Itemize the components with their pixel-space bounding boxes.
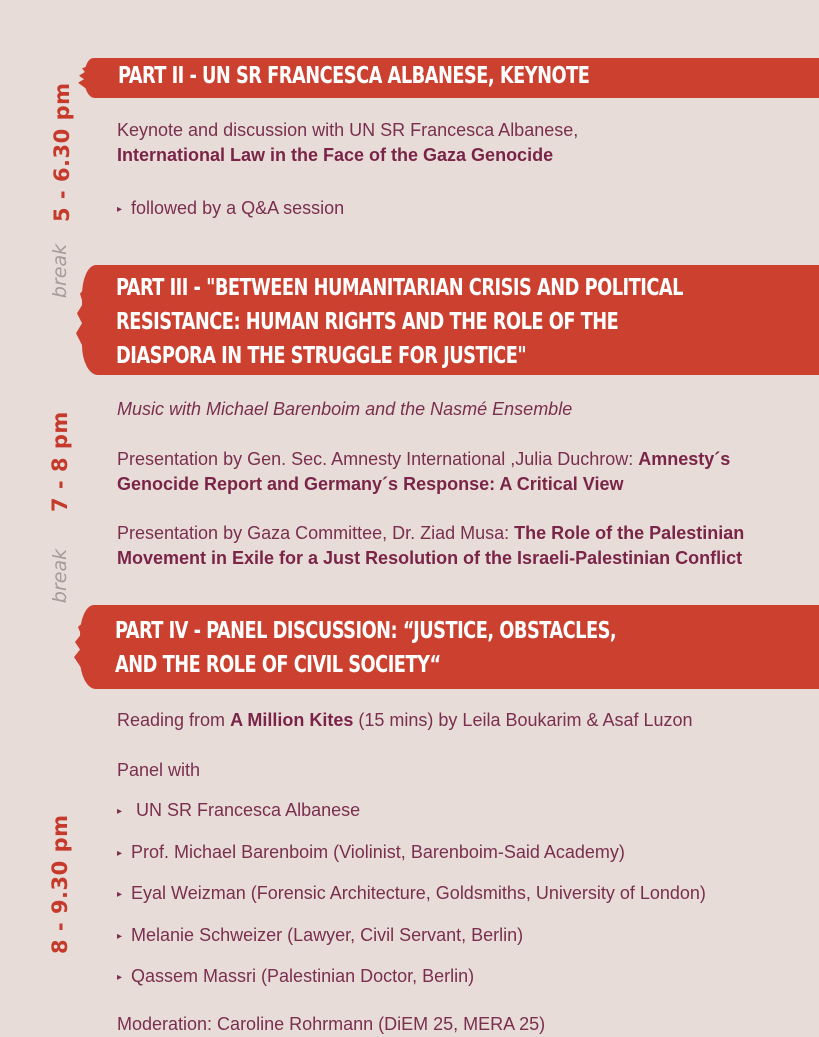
- bullet-triangle-icon: ▸: [117, 930, 123, 942]
- part3-presentation-1: Presentation by Gen. Sec. Amnesty International ,Julia Duchrow: Amnesty´s Genocide Report and Germany´s Response: A Critical View: [117, 449, 731, 494]
- part3-banner: [82, 265, 819, 375]
- bullet-triangle-icon: ▸: [117, 203, 123, 215]
- part3-title-line: DIASPORA IN THE STRUGGLE FOR JUSTICE": [116, 343, 527, 369]
- part3-presentation-2: Presentation by Gaza Committee, Dr. Ziad Musa: The Role of the Palestinian Movement in Exile for a Just Resolution of the Israeli-Palestinian Conflict: [117, 523, 745, 568]
- part3-title-line: PART III - "BETWEEN HUMANITARIAN CRISIS AND POLITICAL: [116, 275, 683, 301]
- part4-title-line: PART IV - PANEL DISCUSSION: “JUSTICE, OBSTACLES,: [115, 618, 617, 644]
- bullet-triangle-icon: ▸: [117, 888, 123, 900]
- part2-talk-title: International Law in the Face of the Gaza Genocide: [117, 145, 554, 165]
- part4-time: 8 - 9.30 pm: [48, 814, 72, 954]
- panelist-item: ▸ Prof. Michael Barenboim (Violinist, Barenboim-Said Academy): [117, 842, 625, 862]
- panelist-item: ▸ Melanie Schweizer (Lawyer, Civil Servant, Berlin): [117, 925, 524, 945]
- part3-title-line: RESISTANCE: HUMAN RIGHTS AND THE ROLE OF THE: [116, 309, 619, 335]
- part4-banner: [80, 605, 819, 689]
- part4-reading: Reading from A Million Kites (15 mins) by Leila Boukarim & Asaf Luzon: [117, 710, 693, 730]
- part3-time: 7 - 8 pm: [48, 411, 72, 512]
- part2-bullet: ▸ followed by a Q&A session: [117, 198, 345, 218]
- panelist-item: ▸ Qassem Massri (Palestinian Doctor, Berlin): [117, 966, 475, 986]
- part4-title-line: AND THE ROLE OF CIVIL SOCIETY“: [115, 652, 441, 678]
- bullet-triangle-icon: ▸: [117, 847, 123, 859]
- break-label: break: [49, 243, 71, 299]
- part3-music: Music with Michael Barenboim and the Nasmé Ensemble: [117, 399, 573, 419]
- bullet-triangle-icon: ▸: [117, 805, 123, 817]
- part2-banner: [84, 58, 819, 98]
- panelist-item: ▸ Eyal Weizman (Forensic Architecture, Goldsmiths, University of London): [117, 883, 706, 903]
- part4-panel-label: Panel with: [117, 760, 201, 780]
- break-label: break: [49, 548, 71, 604]
- part2-time: 5 - 6.30 pm: [50, 82, 74, 222]
- part4-moderation: Moderation: Caroline Rohrmann (DiEM 25, MERA 25): [117, 1014, 546, 1034]
- part2-title: PART II - UN SR FRANCESCA ALBANESE, KEYNOTE: [118, 63, 590, 89]
- bullet-triangle-icon: ▸: [117, 971, 123, 983]
- part2-intro: Keynote and discussion with UN SR Francesca Albanese, International Law in the Face of the Gaza Genocide: [117, 120, 579, 165]
- panelist-item: ▸ UN SR Francesca Albanese: [117, 800, 361, 820]
